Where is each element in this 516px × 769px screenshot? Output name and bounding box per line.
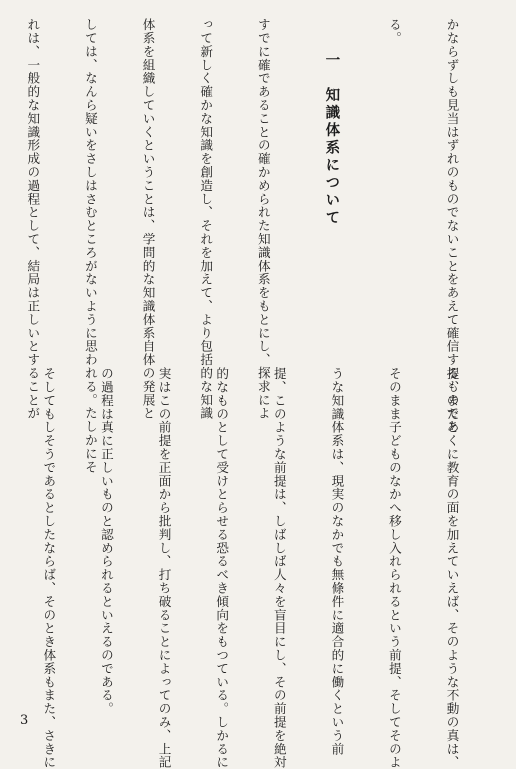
body-line: れは、一般的な知識形成の過程として、結局は正しいとすることが: [25, 18, 41, 420]
body-line: 的なものとして受けとらせる恐るべき傾向をもつている。しかるに: [214, 367, 230, 769]
intro-line: かならずしも見当はずれのものでないことをあえて確信するものであ: [444, 18, 460, 434]
body-line: そのまま子どものなかへ移し入れられるという前提、そしてそのよ: [386, 367, 402, 769]
page-number: 3: [20, 713, 29, 728]
body-line: って新しく確かな知識を創造し、それを加えて、より包括的な知識: [198, 18, 214, 420]
body-line: 提、またとくに教育の面を加えていえば、そのような不動の真は、: [444, 367, 460, 769]
body-line: [0, 367, 1, 702]
body-line: しては、なんら疑いをさしはさむところがないように思われる。たしかにそ: [82, 18, 98, 474]
body-line: そしてもしそうであるとしたならば、そのとき体系もまた、さきに: [41, 367, 57, 769]
lower-text-block: [0, 367, 500, 769]
upper-text-block: [0, 18, 500, 474]
body-line: の過程は真に正しいものと認められるといえるのである。: [98, 367, 114, 716]
body-line: 実はこの前提を正面から批判し、打ち破ることによってのみ、上記: [156, 367, 172, 769]
body-line: 体系を組織していくということは、学問的な知識体系自体の発展と: [140, 18, 156, 420]
body-line: 提、このような前提は、しばしば人々を盲目にし、その前提を絶対: [271, 367, 287, 769]
section-heading: 一 知識体系について: [323, 52, 340, 227]
intro-line: る。: [386, 18, 402, 45]
body-line: うな知識体系は、現実のなかでも無條件に適合的に働くという前: [329, 367, 345, 756]
body-line: すでに確であることの確かめられた知識体系をもとにし、探求によ: [255, 18, 271, 420]
